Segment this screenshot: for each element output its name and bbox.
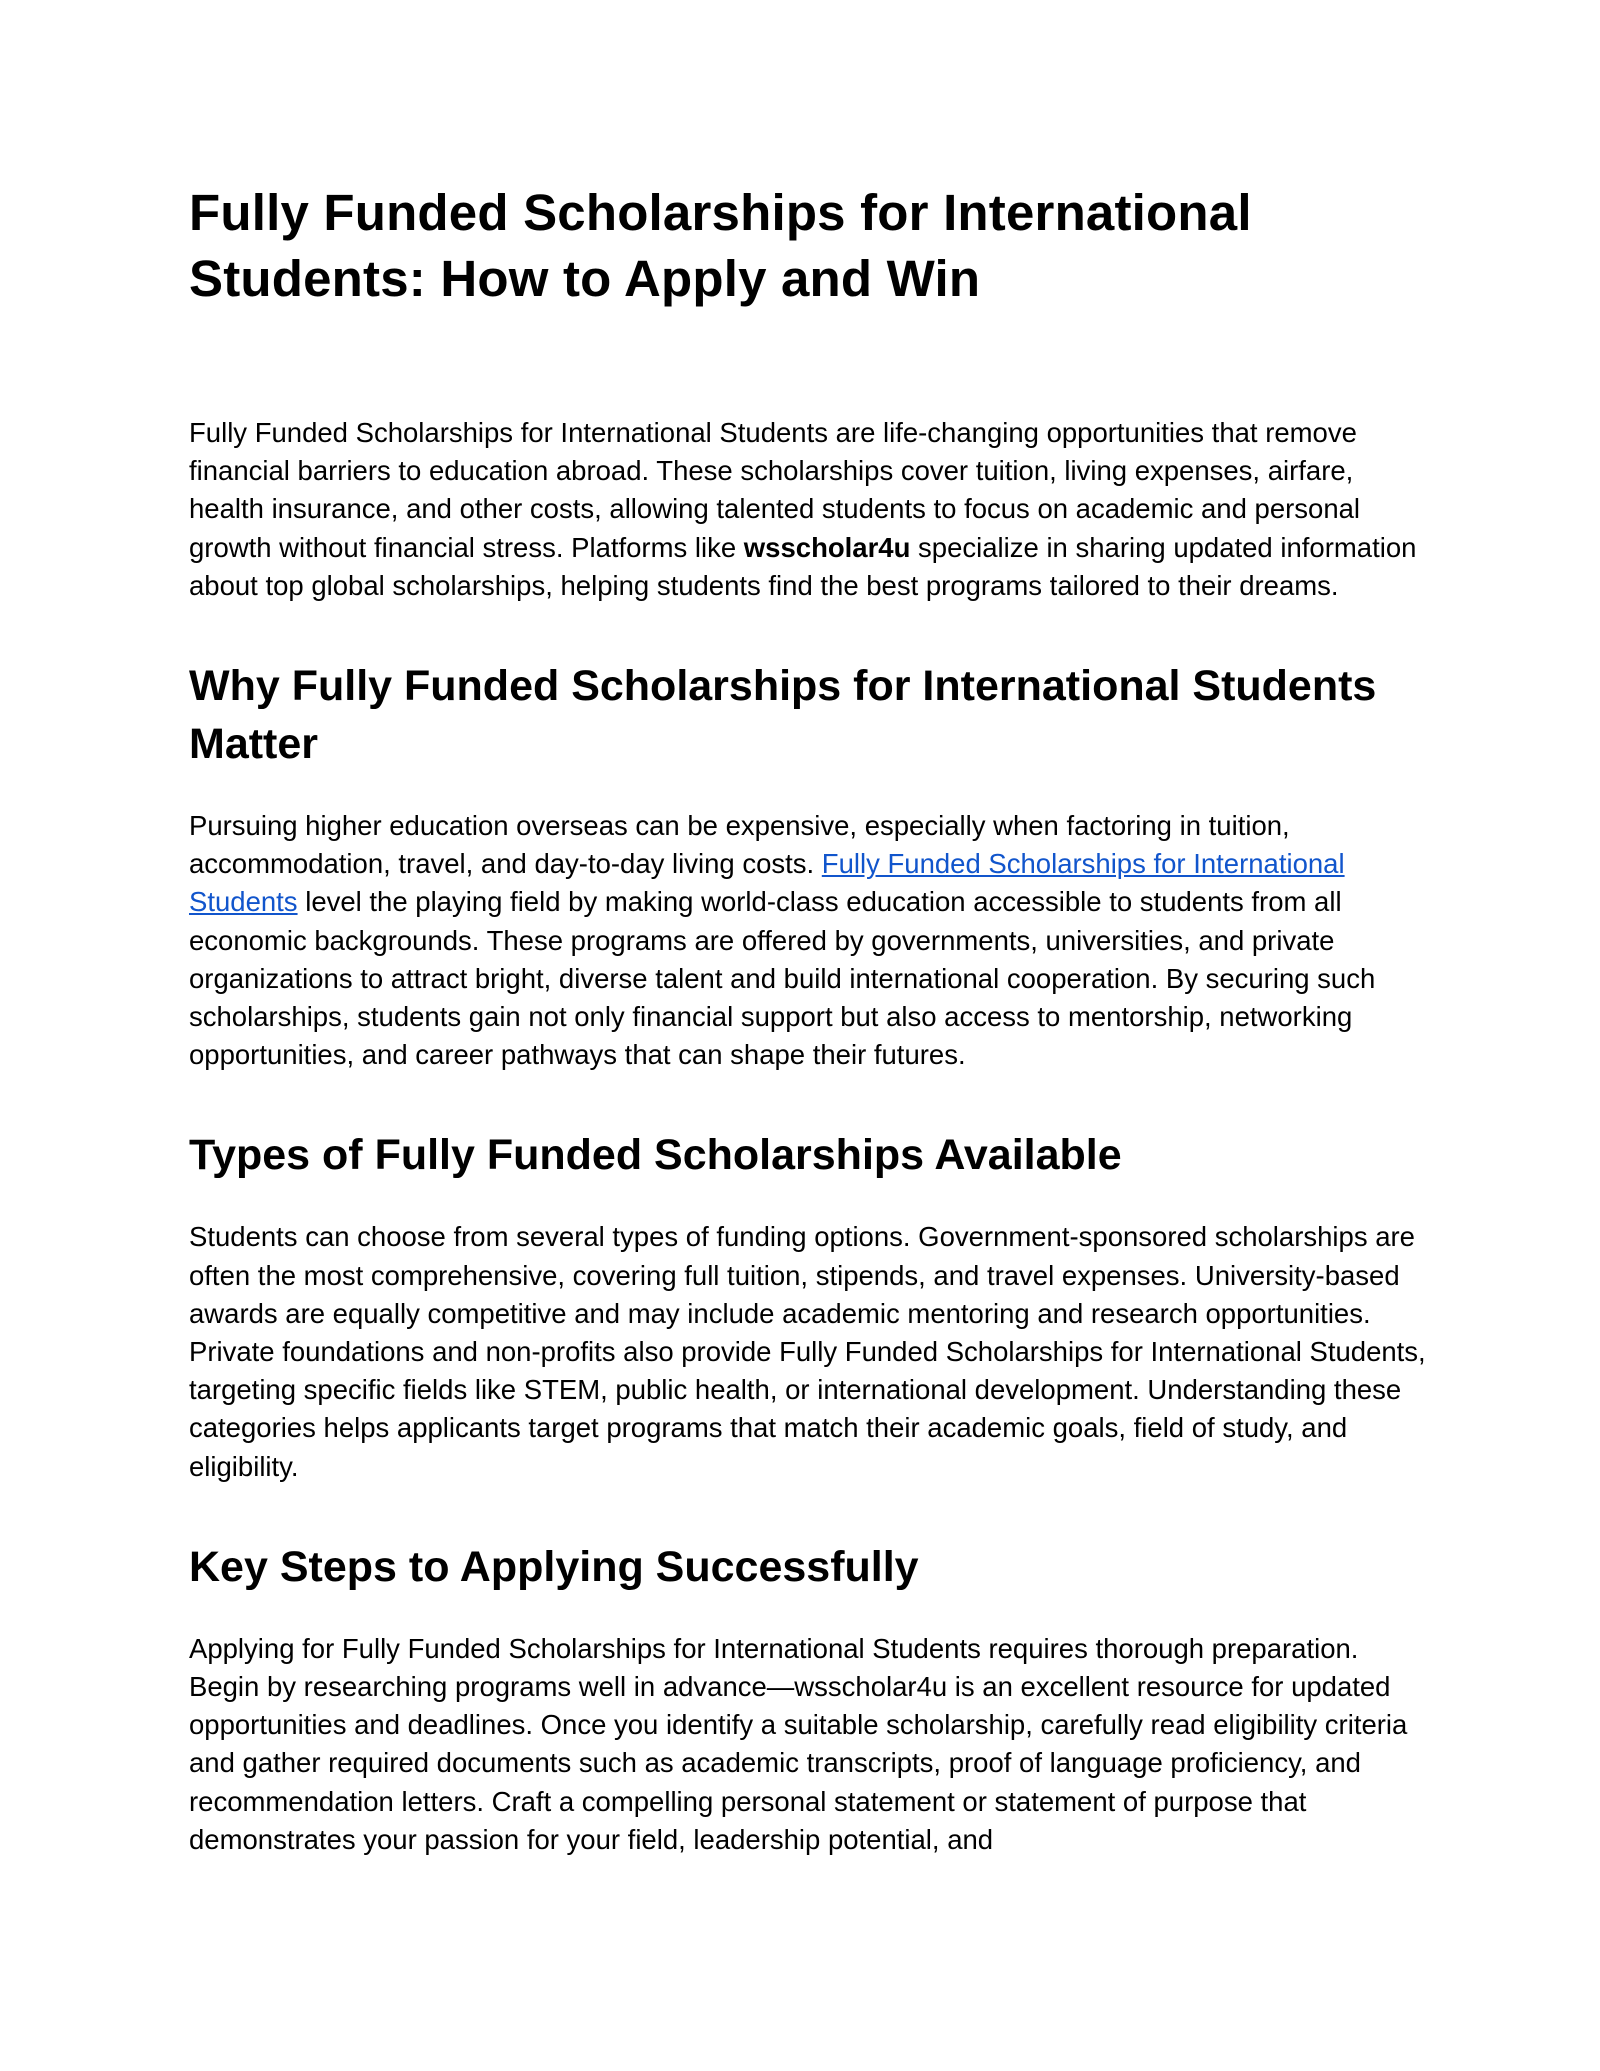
section-heading-steps: Key Steps to Applying Successfully <box>189 1542 919 1591</box>
scholarships-link[interactable]: Fully Funded Scholarships for International Students <box>189 848 1345 918</box>
section-paragraph-why <box>189 807 1429 1074</box>
why-text-end: level the playing field by making world-class education accessible to students from all economic backgrounds. These programs are offered by governments, universities, and private organizations to attract bright, diverse talent and build international cooperation. By securing such scholarships, students gain not only financial support but also access to mentorship, networking opportunities, and career pathways that can shape their futures. <box>189 886 1376 1071</box>
section-paragraph-types: Students can choose from several types of funding options. Government-sponsored scholarships are often the most comprehensive, covering full tuition, stipends, and travel expenses. University-based awards are equally competitive and may include academic mentoring and research opportunities. Private foundations and non-profits also provide Fully Funded Scholarships for International Students, targeting specific fields like STEM, public health, or international development. Understanding these categories helps applicants target programs that match their academic goals, field of study, and eligibility. <box>189 1221 1426 1482</box>
document-title: Fully Funded Scholarships for International Students: How to Apply and Win <box>189 184 1252 307</box>
section-paragraph-steps: Applying for Fully Funded Scholarships for International Students requires thorough preparation. Begin by researching programs well in advance—wsscholar4u is an excellent resource for updated opportunities and deadlines. Once you identify a suitable scholarship, carefully read eligibility criteria and gather required documents such as academic transcripts, proof of language proficiency, and recommendation letters. Craft a compelling personal statement or statement of purpose that demonstrates your passion for your field, leadership potential, and <box>189 1632 1408 1855</box>
intro-paragraph <box>189 414 1429 605</box>
brand-name: wsscholar4u <box>743 531 911 563</box>
intro-text-end: specialize in sharing updated information about top global scholarships, helping students find the best programs tailored to their dreams. <box>189 531 1417 601</box>
section-heading-types: Types of Fully Funded Scholarships Available <box>189 1131 1122 1180</box>
intro-text-start: Fully Funded Scholarships for International Students are life-changing opportunities that remove financial barriers to education abroad. These scholarships cover tuition, living expenses, airfare, health insurance, and other costs, allowing talented students to focus on academic and personal growth without financial stress. Platforms like <box>189 417 1361 563</box>
section-heading-why: Why Fully Funded Scholarships for International Students Matter <box>189 662 1377 769</box>
document-page <box>189 180 1429 1911</box>
why-text-start: Pursuing higher education overseas can be expensive, especially when factoring in tuition, accommodation, travel, and day-to-day living costs. <box>189 810 1290 880</box>
